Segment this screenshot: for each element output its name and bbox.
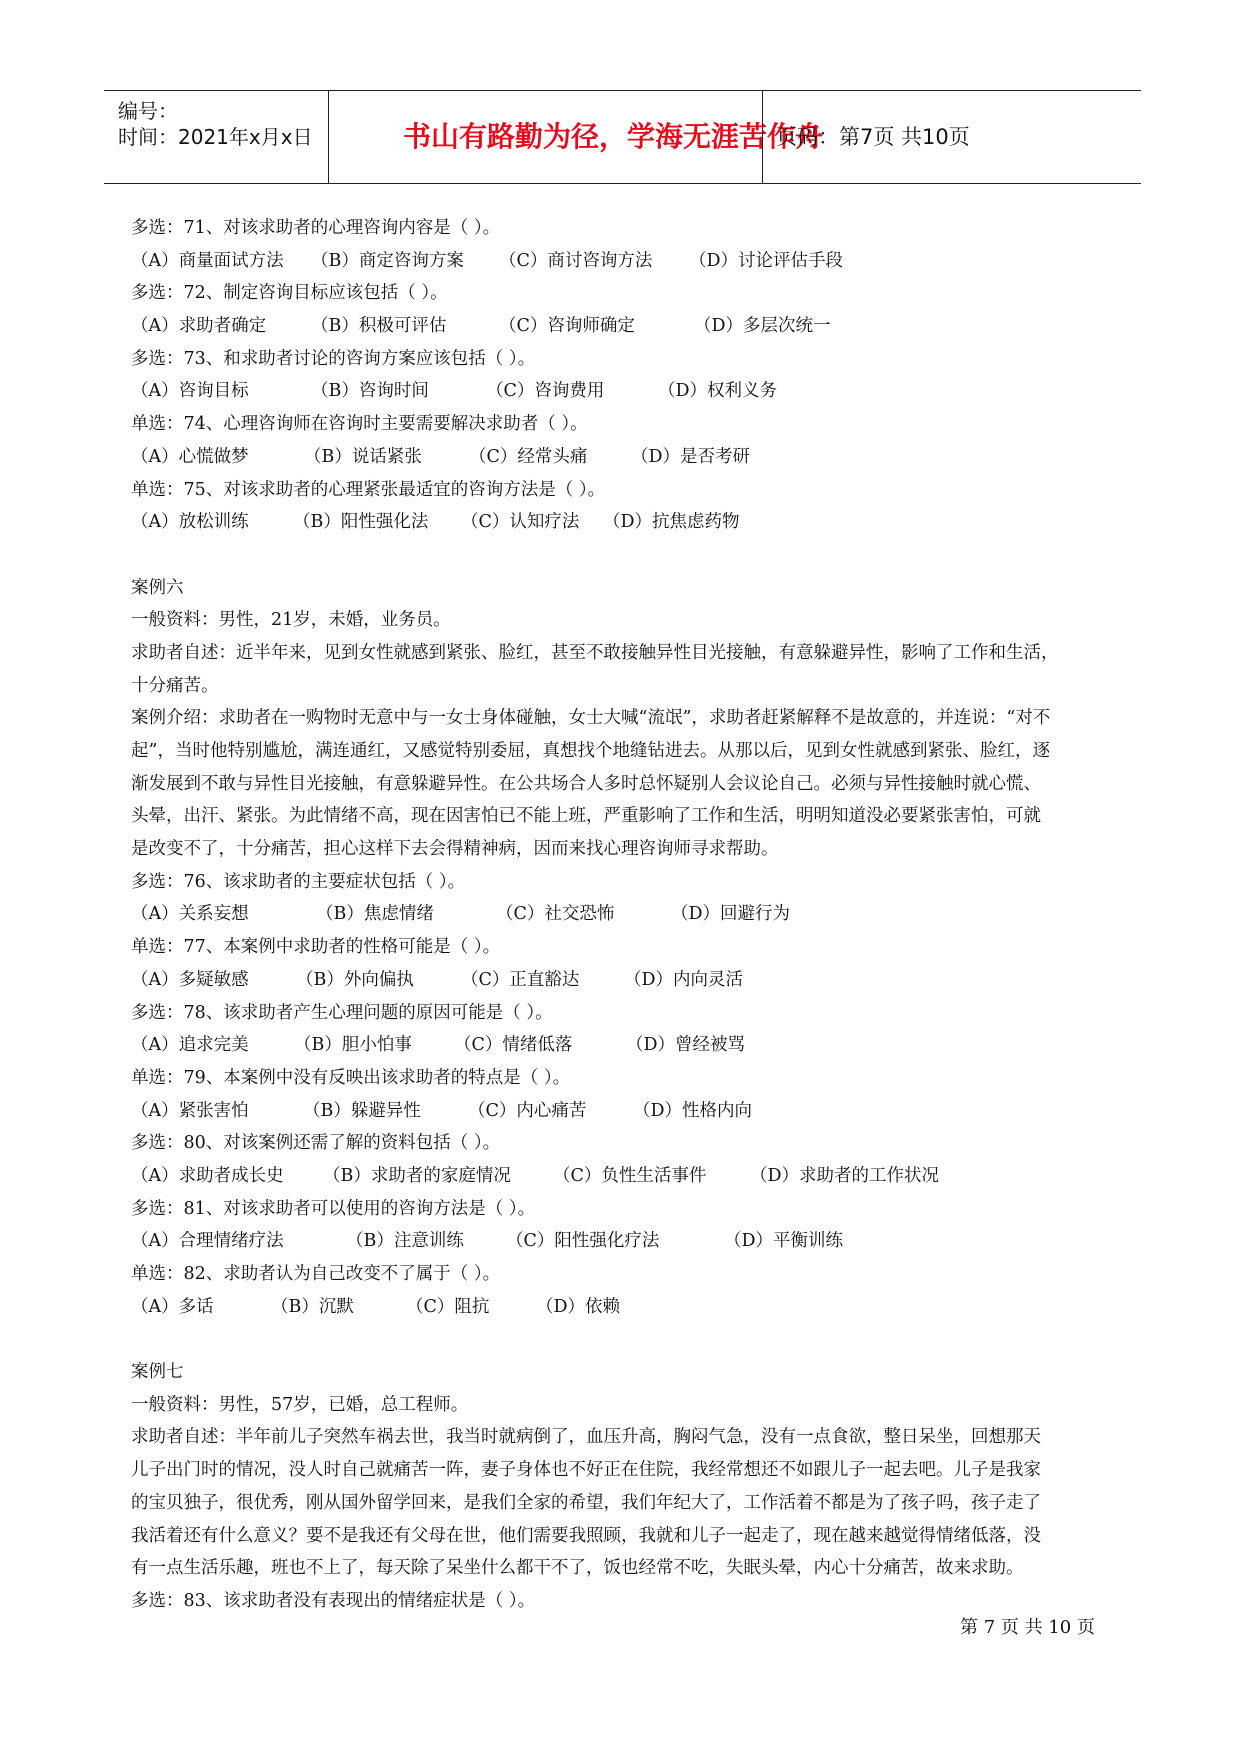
header-motto: 书山有路勤为径，学海无涯苦作舟 [402, 120, 823, 153]
page-footer: 第 7 页 共 10 页 [960, 1617, 1095, 1638]
question-81: 多选：81、对该求助者可以使用的咨询方法是（ ）。 [131, 1198, 536, 1219]
spacer [131, 539, 1127, 572]
question-71: 多选：71、对该求助者的心理咨询内容是（ ）。 [131, 218, 501, 238]
header-divider-right [762, 91, 763, 183]
option: （C）咨询师确定 [499, 316, 635, 337]
option: （D）是否考研 [631, 446, 751, 467]
option: （A）求助者确定 [131, 316, 267, 337]
case-six-title: 案例六 [131, 577, 184, 598]
question-72: 多选：72、制定咨询目标应该包括（ ）。 [131, 283, 448, 304]
option: （A）紧张害怕 [131, 1100, 249, 1121]
case-six-intro-line: 起”，当时他特别尴尬，满连通红，又感觉特别委屈，真想找个地缝钻进去。从那以后，见到女性就感到紧张、脸红，逐 [131, 741, 1050, 761]
case-seven-self-report-line: 儿子出门时的情况，没人时自己就痛苦一阵，妻子身体也不好正在住院，我经常想还不如跟儿子一起去吧。儿子是我家 [131, 1460, 1041, 1481]
option: （D）内向灵活 [624, 969, 744, 990]
number-label: 编号： [118, 99, 178, 123]
option: （C）内心痛苦 [468, 1100, 587, 1121]
option: （C）情绪低落 [454, 1035, 573, 1056]
question-76: 多选：76、该求助者的主要症状包括（ ）。 [131, 871, 466, 892]
option: （C）阻抗 [406, 1296, 490, 1317]
case-six-intro-line: 头晕，出汗、紧张。为此情绪不高，现在因害怕已不能上班，严重影响了工作和生活，明明知道没必要紧张害怕，可就 [131, 806, 1041, 827]
option: （D）多层次统一 [694, 316, 831, 337]
question-77-options [131, 964, 1127, 997]
case-seven-self-report-line: 有一点生活乐趣，班也不上了，每天除了呆坐什么都干不了，饭也经常不吃，失眠头晕，内心十分痛苦，故来求助。 [131, 1558, 1024, 1579]
question-77: 单选：77、本案例中求助者的性格可能是（ ）。 [131, 937, 501, 958]
option: （B）商定咨询方案 [311, 250, 464, 271]
question-74: 单选：74、心理咨询师在咨询时主要需要解决求助者（ ）。 [131, 414, 588, 435]
option: （D）求助者的工作状况 [750, 1165, 940, 1186]
question-80: 多选：80、对该案例还需了解的资料包括（ ）。 [131, 1133, 501, 1154]
option: （D）依赖 [536, 1296, 621, 1317]
option: （B）注意训练 [346, 1231, 464, 1252]
time-label: 时间：2021年x月x日 [118, 125, 313, 149]
option: （A）多话 [131, 1296, 214, 1317]
question-80-options [131, 1160, 1127, 1193]
question-76-options [131, 898, 1127, 931]
case-seven-self-report-line: 的宝贝独子，很优秀，刚从国外留学回来，是我们全家的希望，我们年纪大了，工作活着不都是为了孩子吗，孩子走了 [131, 1492, 1041, 1513]
option: （C）认知疗法 [461, 512, 580, 533]
option: （C）阳性强化疗法 [506, 1231, 660, 1252]
option: （C）咨询费用 [486, 381, 605, 402]
question-78: 多选：78、该求助者产生心理问题的原因可能是（ ）。 [131, 1002, 553, 1023]
option: （D）讨论评估手段 [689, 250, 844, 271]
case-six-intro-line: 是改变不了，十分痛苦，担心这样下去会得精神病，因而来找心理咨询师寻求帮助。 [131, 839, 779, 860]
option: （C）负性生活事件 [553, 1165, 707, 1186]
option: （B）咨询时间 [311, 381, 429, 402]
header-divider-left [328, 91, 329, 183]
option: （A）求助者成长史 [131, 1165, 284, 1186]
case-six-intro-line: 渐发展到不敢与异性目光接触，有意躲避异性。在公共场合人多时总怀疑别人会议论自己。必须与异性接触时就心慌、 [131, 773, 1041, 794]
question-79-options [131, 1095, 1127, 1128]
option: （B）阳性强化法 [293, 512, 429, 533]
option: （B）胆小怕事 [294, 1035, 412, 1056]
question-75-options [131, 506, 1127, 539]
question-75: 单选：75、对该求助者的心理紧张最适宜的咨询方法是（ ）。 [131, 479, 606, 500]
question-73-options [131, 375, 1127, 408]
option: （D）权利义务 [658, 381, 778, 402]
option: （A）多疑敏感 [131, 969, 249, 990]
case-six-info: 一般资料：男性，21岁，未婚，业务员。 [131, 610, 451, 631]
header-page-info: 页码：第7页 共10页 [776, 125, 970, 149]
question-72-options [131, 310, 1127, 343]
document-body [131, 212, 1127, 1618]
option: （A）心慌做梦 [131, 446, 249, 467]
option: （A）关系妄想 [131, 904, 249, 925]
option: （D）性格内向 [633, 1100, 753, 1121]
option: （D）曾经被骂 [626, 1035, 746, 1056]
option: （A）咨询目标 [131, 381, 249, 402]
option: （D）抗焦虑药物 [603, 512, 740, 533]
question-82-options [131, 1291, 1127, 1324]
case-seven-info: 一般资料：男性，57岁，已婚，总工程师。 [131, 1394, 469, 1415]
case-seven-self-report-line: 我活着还有什么意义？要不是我还有父母在世，他们需要我照顾，我就和儿子一起走了，现在越来越觉得情绪低落，没 [131, 1525, 1041, 1546]
option: （A）合理情绪疗法 [131, 1231, 284, 1252]
option: （A）商量面试方法 [131, 250, 284, 271]
option: （B）焦虑情绪 [316, 904, 434, 925]
option: （C）商讨咨询方法 [499, 250, 653, 271]
option: （C）社交恐怖 [496, 904, 615, 925]
case-six-intro-line: 案例介绍：求助者在一购物时无意中与一女士身体碰触，女士大喊“流氓”，求助者赶紧解释不是故意的，并连说：“对不 [131, 708, 1051, 729]
option: （C）正直豁达 [461, 969, 580, 990]
question-74-options [131, 441, 1127, 474]
question-81-options [131, 1225, 1127, 1258]
case-six-self-report-line: 十分痛苦。 [131, 675, 219, 696]
question-83: 多选：83、该求助者没有表现出的情绪症状是（ ）。 [131, 1590, 536, 1611]
question-73: 多选：73、和求助者讨论的咨询方案应该包括（ ）。 [131, 348, 536, 369]
option: （B）外向偏执 [296, 969, 414, 990]
question-71-options [131, 245, 1127, 278]
spacer [131, 1323, 1127, 1356]
option: （B）积极可评估 [311, 316, 447, 337]
option: （B）躲避异性 [303, 1100, 421, 1121]
option: （C）经常头痛 [469, 446, 588, 467]
question-82: 单选：82、求助者认为自己改变不了属于（ ）。 [131, 1264, 501, 1284]
option: （B）说话紧张 [304, 446, 422, 467]
page-header [104, 90, 1141, 184]
option: （A）追求完美 [131, 1035, 249, 1056]
option: （B）沉默 [271, 1296, 354, 1317]
question-78-options [131, 1029, 1127, 1062]
question-79: 单选：79、本案例中没有反映出该求助者的特点是（ ）。 [131, 1067, 571, 1088]
option: （A）放松训练 [131, 512, 249, 533]
option: （B）求助者的家庭情况 [323, 1165, 511, 1186]
option: （D）平衡训练 [724, 1231, 844, 1252]
option: （D）回避行为 [671, 904, 791, 925]
case-seven-self-report-line: 求助者自述：半年前儿子突然车祸去世，我当时就病倒了，血压升高，胸闷气急，没有一点食欲，整日呆坐，回想那天 [131, 1427, 1041, 1448]
case-seven-title: 案例七 [131, 1362, 184, 1383]
case-six-self-report-line: 求助者自述：近半年来，见到女性就感到紧张、脸红，甚至不敢接触异性目光接触，有意躲避异性，影响了工作和生活， [131, 642, 1059, 663]
